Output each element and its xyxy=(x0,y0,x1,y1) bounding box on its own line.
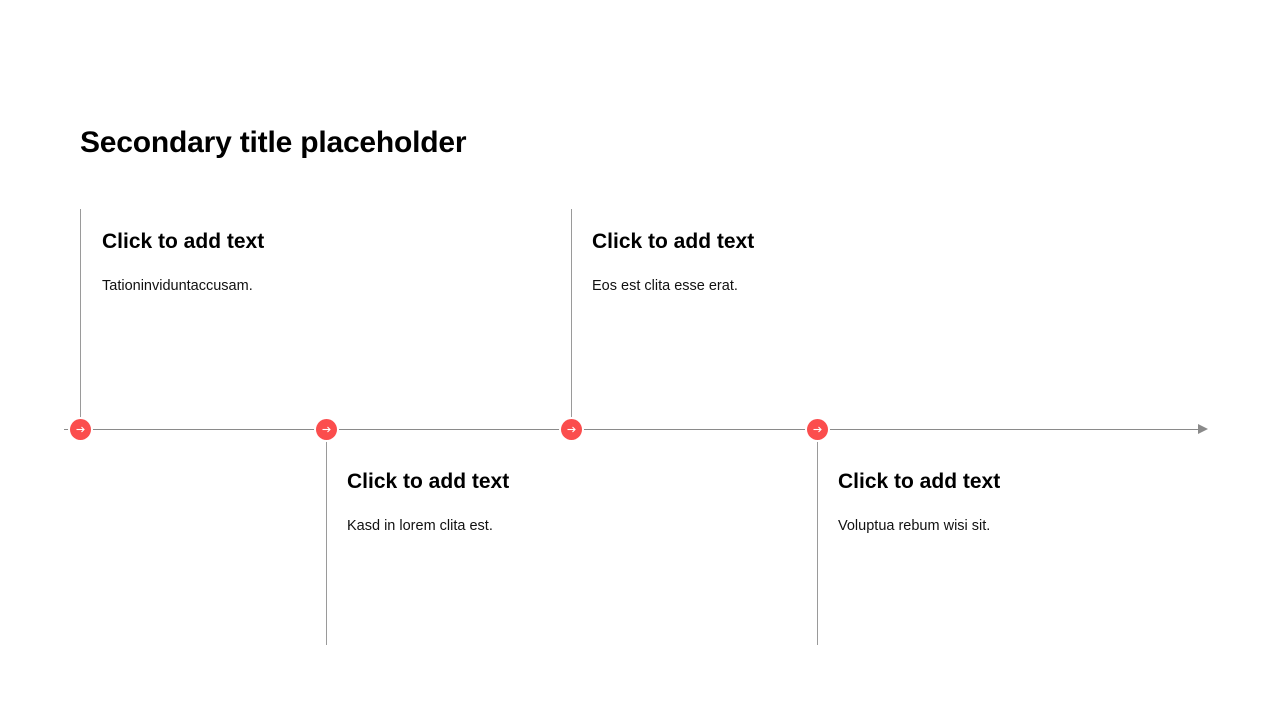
timeline-arrowhead-icon xyxy=(1198,424,1208,434)
timeline-node-2[interactable] xyxy=(316,419,337,440)
page-title: Secondary title placeholder xyxy=(80,126,467,159)
timeline-item-heading[interactable]: Click to add text xyxy=(347,470,510,493)
timeline-node-3[interactable] xyxy=(561,419,582,440)
timeline-item-body[interactable]: Eos est clita esse erat. xyxy=(592,278,738,294)
connector-line-2 xyxy=(326,430,327,645)
timeline-item-heading[interactable]: Click to add text xyxy=(592,230,755,253)
timeline-item-3[interactable] xyxy=(592,230,1012,296)
timeline-node-4[interactable] xyxy=(807,419,828,440)
timeline-item-4[interactable] xyxy=(838,470,1258,536)
timeline-item-2[interactable] xyxy=(347,470,767,536)
connector-line-1 xyxy=(80,209,81,429)
connector-line-3 xyxy=(571,209,572,429)
timeline-item-body[interactable]: Kasd in lorem clita est. xyxy=(347,518,493,534)
arrow-right-icon xyxy=(812,424,823,435)
connector-line-4 xyxy=(817,430,818,645)
arrow-right-icon xyxy=(75,424,86,435)
timeline-axis xyxy=(64,429,1204,430)
timeline-node-1[interactable] xyxy=(70,419,91,440)
timeline-item-body[interactable]: Tationinviduntaccusam. xyxy=(102,278,253,294)
arrow-right-icon xyxy=(321,424,332,435)
arrow-right-icon xyxy=(566,424,577,435)
timeline-item-body[interactable]: Voluptua rebum wisi sit. xyxy=(838,518,991,534)
timeline-item-heading[interactable]: Click to add text xyxy=(838,470,1001,493)
timeline-item-heading[interactable]: Click to add text xyxy=(102,230,265,253)
timeline-item-1[interactable] xyxy=(102,230,522,296)
